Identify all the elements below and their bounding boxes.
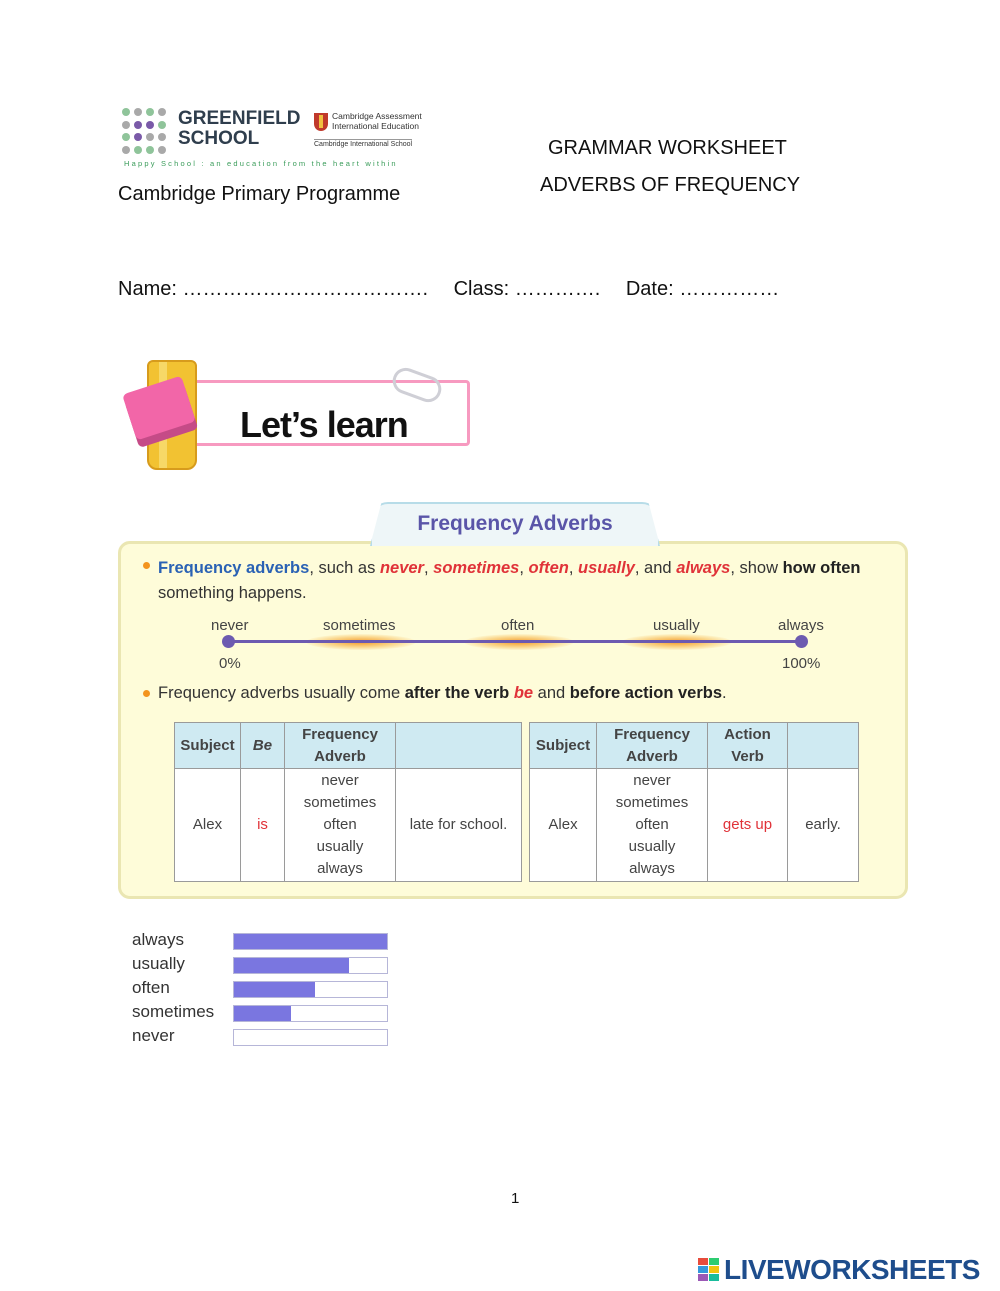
table-row	[175, 769, 522, 882]
worksheet-title: GRAMMAR WORKSHEET	[548, 137, 787, 159]
table-header: Action Verb	[708, 723, 788, 769]
frequency-bar-fill	[234, 982, 315, 997]
frequency-bar-track	[233, 1005, 388, 1022]
table-cell: gets up	[708, 769, 788, 882]
panel-title: Frequency Adverbs	[417, 512, 613, 535]
programme-label: Cambridge Primary Programme	[118, 183, 401, 205]
table-header	[788, 723, 859, 769]
lets-learn-banner	[122, 352, 474, 474]
table-row	[530, 769, 859, 882]
scale-label-sometimes: sometimes	[323, 617, 396, 634]
table-cell: never sometimes often usually always	[597, 769, 708, 882]
action-verb-table	[529, 722, 859, 882]
liveworksheets-icon	[698, 1258, 720, 1282]
table-header: Subject	[175, 723, 241, 769]
frequency-bar-track	[233, 1029, 388, 1046]
class-field[interactable]: Class: ………….	[453, 278, 601, 300]
table-cell: Alex	[530, 769, 597, 882]
table-header: Frequency Adverb	[285, 723, 396, 769]
frequency-bars	[118, 928, 406, 1066]
logo-dots-icon	[122, 108, 168, 154]
table-cell: never sometimes often usually always	[285, 769, 396, 882]
rule-1-text: Frequency adverbs, such as never, sometimes, often, usually, and always, show how often something happens.	[158, 559, 861, 602]
cambridge-school-label: Cambridge International School	[314, 141, 413, 148]
table-cell: late for school.	[396, 769, 522, 882]
bullet-icon	[143, 562, 150, 569]
be-verb-table	[174, 722, 522, 882]
date-field[interactable]: Date: ……………	[625, 278, 780, 300]
frequency-bar-label: always	[132, 930, 184, 949]
name-field[interactable]: Name: ……………………………….	[118, 278, 429, 300]
cambridge-crest-icon	[314, 113, 328, 131]
frequency-bar-track	[233, 981, 388, 998]
frequency-bar-track	[233, 933, 388, 950]
frequency-bar-label: often	[132, 978, 170, 997]
liveworksheets-label: LIVEWORKSHEETS	[724, 1254, 980, 1285]
scale-end-dot	[795, 635, 808, 648]
table-cell: is	[241, 769, 285, 882]
page-number: 1	[511, 1190, 520, 1207]
logo-tagline: Happy School : an education from the heart within	[124, 159, 398, 168]
table-cell: Alex	[175, 769, 241, 882]
scale-label-often: often	[501, 617, 535, 634]
scale-label-always: always	[778, 617, 824, 634]
frequency-bar-fill	[234, 1006, 291, 1021]
scale-start-dot	[222, 635, 235, 648]
school-logo	[122, 105, 432, 170]
frequency-bar-label: usually	[132, 954, 185, 973]
scale-start-percent: 0%	[219, 655, 241, 672]
lets-learn-label: Let’s learn	[240, 404, 408, 445]
table-header	[396, 723, 522, 769]
scale-label-usually: usually	[653, 617, 700, 634]
frequency-bar-fill	[234, 958, 349, 973]
table-header: Be	[241, 723, 285, 769]
student-fields	[118, 278, 799, 301]
bullet-icon	[143, 690, 150, 697]
scale-label-never: never	[211, 617, 249, 634]
frequency-bar-label: sometimes	[132, 1002, 215, 1021]
rule-2-text: Frequency adverbs usually come after the verb be and before action verbs.	[158, 684, 727, 702]
worksheet-subtitle: ADVERBS OF FREQUENCY	[540, 174, 801, 196]
frequency-bar-fill	[234, 934, 387, 949]
frequency-scale-line	[229, 640, 802, 643]
scale-end-percent: 100%	[782, 655, 821, 672]
frequency-bar-track	[233, 957, 388, 974]
cambridge-name: Cambridge Assessment International Education	[332, 111, 422, 131]
table-cell: early.	[788, 769, 859, 882]
table-header: Frequency Adverb	[597, 723, 708, 769]
school-name: GREENFIELD SCHOOL	[178, 108, 301, 149]
frequency-bar-label: never	[132, 1026, 175, 1045]
table-header: Subject	[530, 723, 597, 769]
